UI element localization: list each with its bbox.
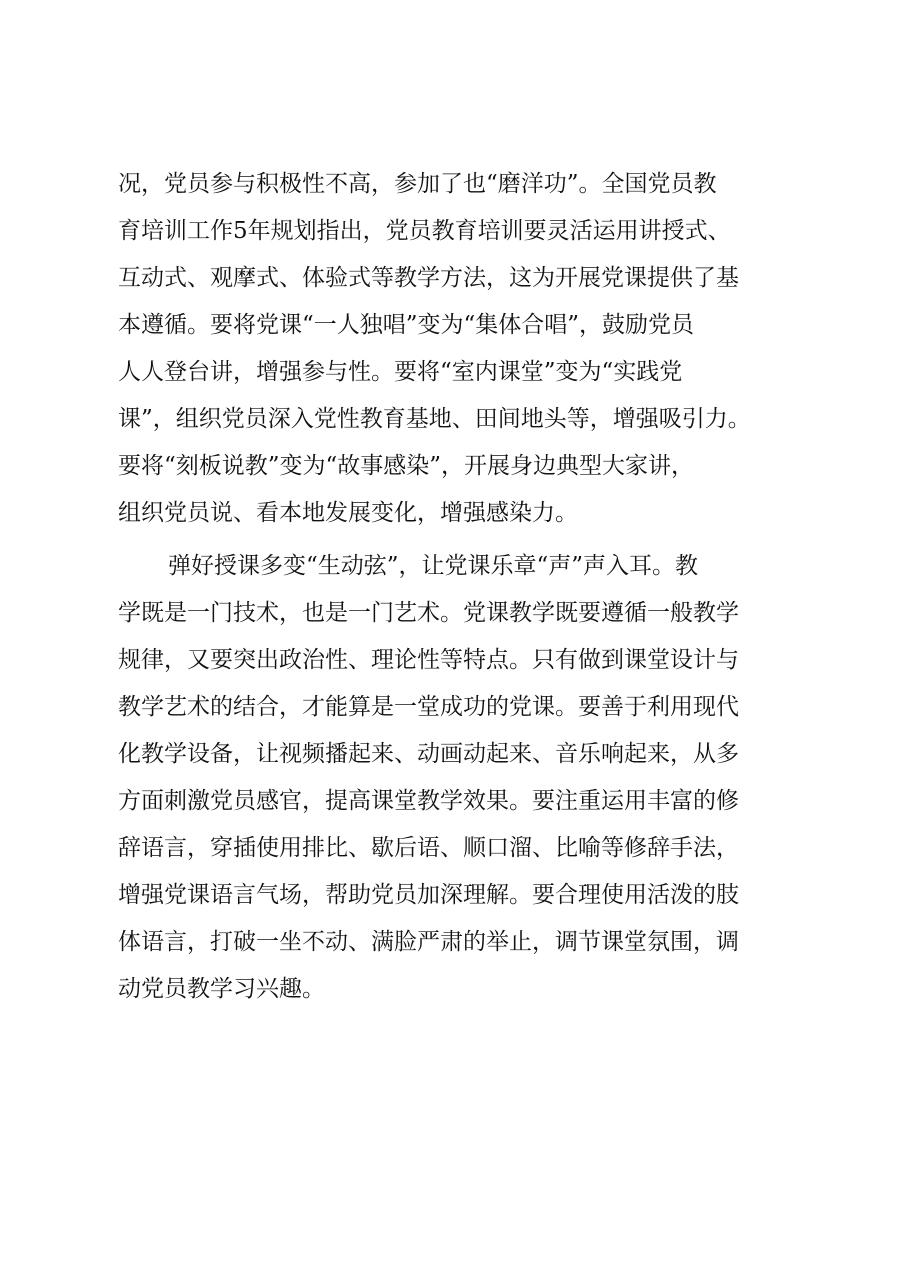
paragraph-2-line-1: 弹好授课多变“生动弦”，让党课乐章“声”声入耳。教 [168, 553, 699, 579]
paragraph-2-line-6: 方面刺激党员感官，提高课堂教学效果。要注重运用丰富的修 [118, 788, 739, 814]
paragraph-1-line-6: 课”，组织党员深入党性教育基地、田间地头等，增强吸引力。 [118, 406, 751, 432]
paragraph-2-line-5: 化教学设备，让视频播起来、动画动起来、音乐响起来，从多 [118, 741, 739, 767]
paragraph-2-line-10: 动党员教学习兴趣。 [118, 976, 325, 1002]
paragraph-1-line-7: 要将“刻板说教”变为“故事感染”，开展身边典型大家讲， [118, 453, 695, 479]
paragraph-1-line-8: 组织党员说、看本地发展变化，增强感染力。 [118, 500, 578, 526]
paragraph-1-line-3: 互动式、观摩式、体验式等教学方法，这为开展党课提供了基 [118, 265, 739, 291]
paragraph-2-line-8: 增强党课语言气场，帮助党员加深理解。要合理使用活泼的肢 [118, 882, 739, 908]
paragraph-1-line-1: 况，党员参与积极性不高，参加了也“磨洋功”。全国党员教 [118, 171, 717, 197]
paragraph-1-line-2: 育培训工作5年规划指出，党员教育培训要灵活运用讲授式、 [118, 218, 731, 244]
paragraph-2-line-3: 规律，又要突出政治性、理论性等特点。只有做到课堂设计与 [118, 647, 739, 673]
paragraph-2-line-9: 体语言，打破一坐不动、满脸严肃的举止，调节课堂氛围，调 [118, 929, 739, 955]
paragraph-2-line-4: 教学艺术的结合，才能算是一堂成功的党课。要善于利用现代 [118, 694, 739, 720]
paragraph-2-line-7: 辞语言，穿插使用排比、歇后语、顺口溜、比喻等修辞手法， [118, 835, 739, 861]
paragraph-1-line-4: 本遵循。要将党课“一人独唱”变为“集体合唱”，鼓励党员 [118, 312, 695, 338]
paragraph-1-line-5: 人人登台讲，增强参与性。要将“室内课堂”变为“实践党 [118, 359, 683, 385]
paragraph-2-line-2: 学既是一门技术，也是一门艺术。党课教学既要遵循一般教学 [118, 600, 739, 626]
